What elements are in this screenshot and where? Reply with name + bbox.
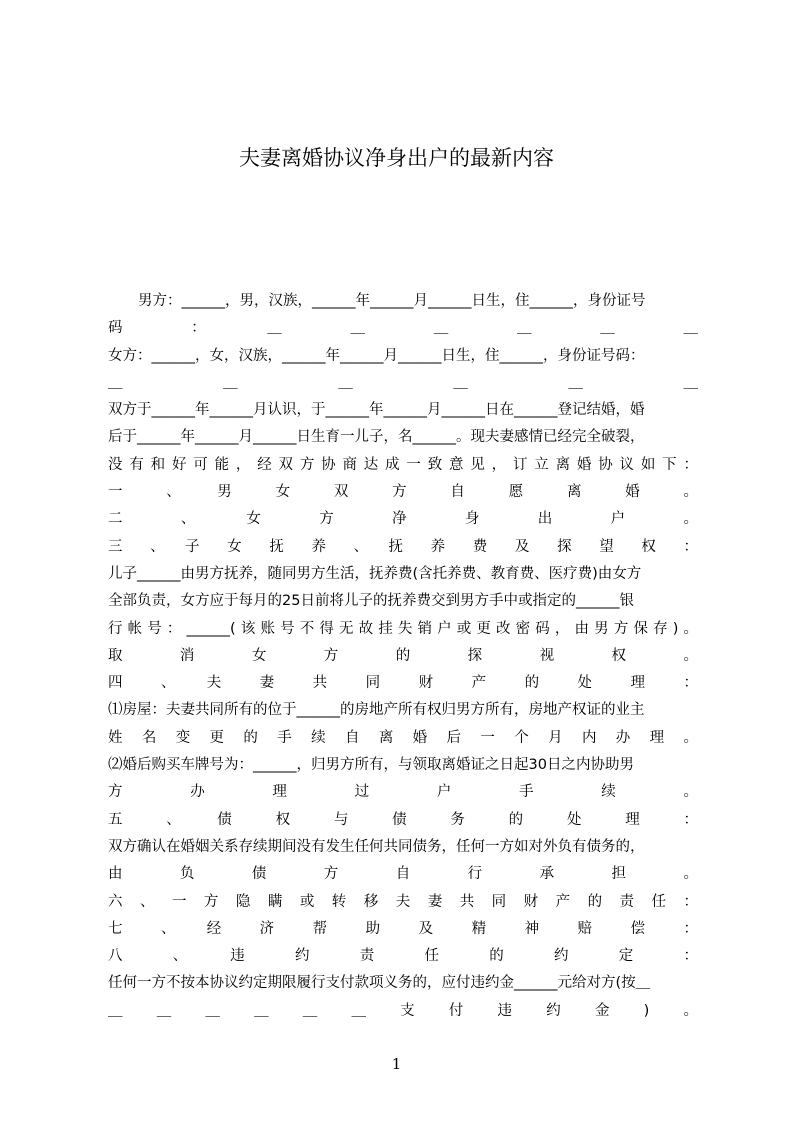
text-line: 任何一方不按本协议约定期限履行支付款项义务的，应付违约金______元给对方(按＿ xyxy=(108,975,651,992)
text-line: 三 、 子 女 抚 养 、 抚 养 费 及 探 望 权 ： xyxy=(108,538,698,555)
text-line: 五 、 债 权 与 债 务 的 处 理 ： xyxy=(108,811,698,828)
text-line: 双方于______年______月认识，于______年______月______日在______登记结婚，婚 xyxy=(108,402,645,419)
text-line: 双方确认在婚姻关系存续期间没有发生任何共同债务，任何一方如对外负有债务的， xyxy=(108,838,645,855)
text-line: ＿ ＿ ＿ ＿ ＿ ＿ xyxy=(108,374,698,391)
page-number: 1 xyxy=(391,1055,402,1073)
text-line: 八 、 违 约 责 任 的 约 定 ： xyxy=(108,948,698,965)
document-body xyxy=(108,288,698,1025)
text-line: ⑵婚后购买车牌号为：______，归男方所有，与领取离婚证之日起30日之内协助男 xyxy=(108,757,634,774)
text-line: 姓名变更的手续自离婚后一个月内办理。 xyxy=(108,729,698,746)
text-line: 二 、 女 方 净 身 出 户 。 xyxy=(108,511,698,528)
text-line: 男方：______，男，汉族，______年______月______日生，住______，身份证号 xyxy=(138,293,646,309)
text-line: 码 ： ＿ ＿ ＿ ＿ ＿ ＿ xyxy=(108,320,698,337)
text-line: ＿ ＿ ＿ ＿ ＿ ＿ 支 付 违 约 金 ) 。 xyxy=(108,1002,698,1019)
text-line: 取 消 女 方 的 探 视 权 。 xyxy=(108,647,698,664)
text-line: 儿子______由男方抚养，随同男方生活，抚养费(含托养费、教育费、医疗费)由女方 xyxy=(108,565,642,582)
text-line: 没有和好可能，经双方协商达成一致意见，订立离婚协议如下： xyxy=(108,456,698,473)
text-line: 女方：______，女，汉族，______年______月______日生，住______，身份证号码： xyxy=(108,347,645,364)
text-line: 全部负责，女方应于每月的25日前将儿子的抚养费交到男方手中或指定的______银 xyxy=(108,593,634,610)
text-line: 四 、 夫 妻 共 同 财 产 的 处 理 ： xyxy=(108,675,698,692)
text-line: 行帐号：______(该账号不得无故挂失销户或更改密码，由男方保存)。 xyxy=(108,620,698,637)
text-line: 六、一方隐瞒或转移夫妻共同财产的责任： xyxy=(108,893,698,910)
text-line: 由 负 债 方 自 行 承 担 。 xyxy=(108,866,698,883)
text-line: 七 、 经 济 帮 助 及 精 神 赔 偿 ： xyxy=(108,920,698,937)
text-line: ⑴房屋：夫妻共同所有的位于______的房地产所有权归男方所有，房地产权证的业主 xyxy=(108,702,645,719)
document-title: 夫妻离婚协议净身出户的最新内容 xyxy=(239,146,554,170)
text-line: 一 、 男 女 双 方 自 愿 离 婚 。 xyxy=(108,484,698,501)
text-line: 后于______年______月______日生育一儿子，名______。现夫妻感情已经完全破裂， xyxy=(108,429,645,446)
text-line: 方 办 理 过 户 手 续 。 xyxy=(108,784,698,801)
